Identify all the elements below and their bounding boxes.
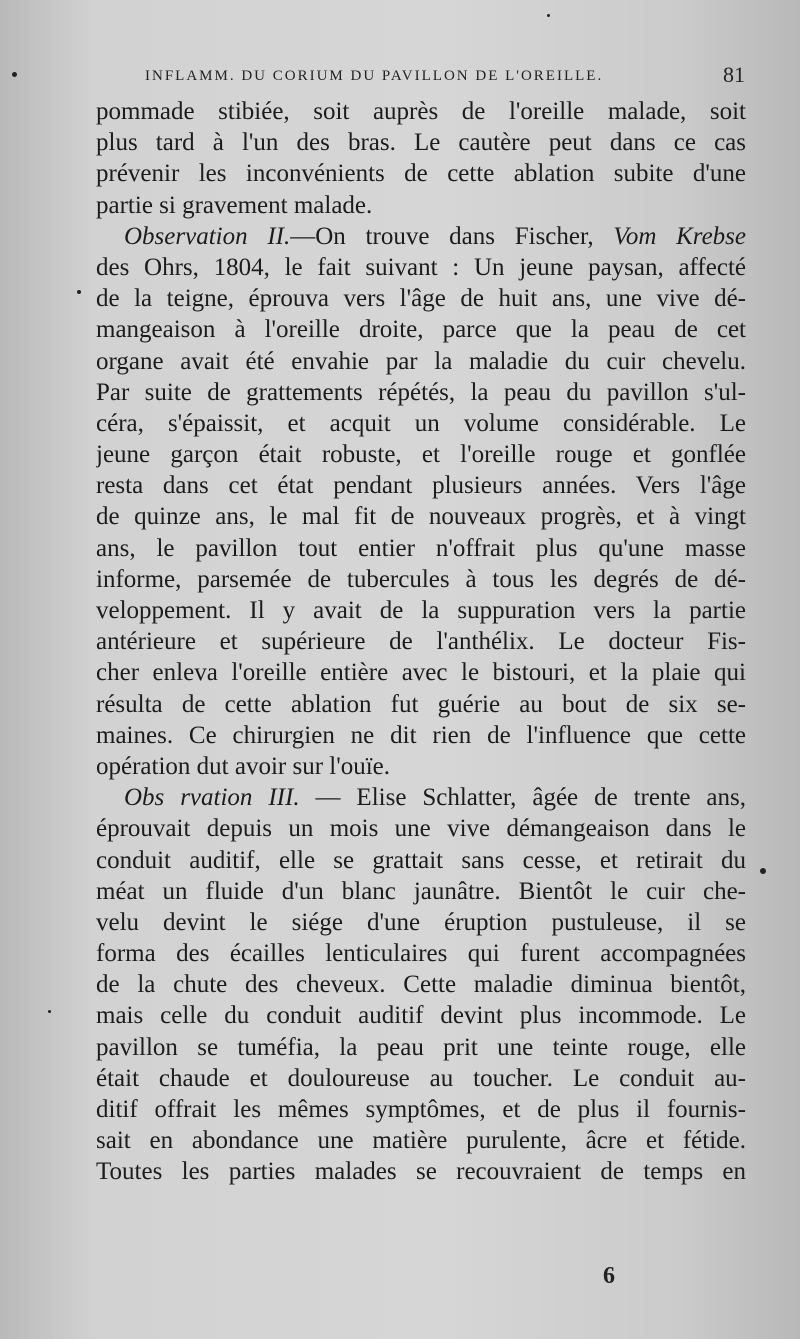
text-line: pavillon se tuméfia, la peau prit une teinte rouge, elle <box>96 1033 746 1061</box>
text-line: maines. Ce chirurgien ne dit rien de l'influence que cette <box>96 721 746 749</box>
body-text <box>96 96 746 1188</box>
observation-2-intro: —On trouve dans Fischer, <box>290 222 614 250</box>
text-line: jeune garçon était robuste, et l'oreille rouge et gonflée <box>96 441 746 469</box>
print-speck <box>12 72 17 77</box>
running-title: INFLAMM. DU CORIUM DU PAVILLON DE L'OREILLE. <box>145 68 604 84</box>
text-line: conduit auditif, elle se grattait sans cesse, et retirait du <box>96 846 746 874</box>
text-line: de quinze ans, le mal fit de nouveaux progrès, et à vingt <box>96 503 746 531</box>
text-line: veloppement. Il y avait de la suppuration vers la partie <box>96 597 746 624</box>
text-line: sait en abondance une matière purulente, âcre et fétide. <box>96 1127 746 1155</box>
text-line: Toutes les parties malades se recouvraient de temps en <box>96 1158 746 1186</box>
print-speck <box>760 868 766 874</box>
text-line: Par suite de grattements répétés, la peau du pavillon s'ul- <box>96 378 746 406</box>
text-line: opération dut avoir sur l'ouïe. <box>96 752 391 780</box>
observation-2-book-title: Vom Krebse <box>613 222 746 250</box>
text-line: resta dans cet état pendant plusieurs années. Vers l'âge <box>96 472 746 500</box>
page-number: 81 <box>723 62 745 87</box>
text-line: cher enleva l'oreille entière avec le bistouri, et la plaie qui <box>96 659 746 687</box>
text-line: mais celle du conduit auditif devint plus incommode. Le <box>96 1002 746 1030</box>
print-speck <box>547 14 550 17</box>
text-line: méat un fluide d'un blanc jaunâtre. Bientôt le cuir che- <box>96 877 746 905</box>
running-header <box>145 62 745 90</box>
text-line: des Ohrs, 1804, le fait suivant : Un jeune paysan, affecté <box>96 253 746 281</box>
text-line: organe avait été envahie par la maladie du cuir chevelu. <box>96 347 746 375</box>
observation-3-intro: — Elise Schlatter, âgée de trente ans, <box>299 784 746 812</box>
text-line: était chaude et douloureuse au toucher. Le conduit au- <box>96 1064 746 1092</box>
print-speck <box>48 1010 51 1013</box>
text-line: de la teigne, éprouva vers l'âge de huit ans, une vive dé- <box>96 285 746 313</box>
text-line: éprouvait depuis un mois une vive démangeaison dans le <box>96 815 746 843</box>
observation-3-heading-line <box>96 782 746 813</box>
text-line: plus tard à l'un des bras. Le cautère peut dans ce cas <box>96 129 746 157</box>
text-line: partie si gravement malade. <box>96 191 373 219</box>
signature-mark: 6 <box>603 1263 615 1289</box>
text-line: céra, s'épaissit, et acquit un volume considérable. Le <box>96 409 746 437</box>
text-line: prévenir les inconvénients de cette ablation subite d'une <box>96 160 746 188</box>
text-line: mangeaison à l'oreille droite, parce que la peau de cet <box>96 316 746 344</box>
text-line: forma des écailles lenticulaires qui furent accompagnées <box>96 940 746 968</box>
print-speck <box>77 290 81 294</box>
text-line: pommade stibiée, soit auprès de l'oreille malade, soit <box>96 98 746 125</box>
text-line: résulta de cette ablation fut guérie au bout de six se- <box>96 690 746 718</box>
observation-2-label: Observation II. <box>124 222 291 250</box>
observation-2-heading-line <box>96 221 746 252</box>
text-line: ditif offrait les mêmes symptômes, et de plus il fournis- <box>96 1096 746 1123</box>
text-line: velu devint le siége d'une éruption pustuleuse, il se <box>96 908 746 936</box>
text-line: informe, parsemée de tubercules à tous les degrés de dé- <box>96 565 746 593</box>
text-line: antérieure et supérieure de l'anthélix. Le docteur Fis- <box>96 628 746 656</box>
text-line: de la chute des cheveux. Cette maladie diminua bientôt, <box>96 971 746 999</box>
observation-3-label: Obs rvation III. <box>124 784 300 812</box>
text-line: ans, le pavillon tout entier n'offrait plus qu'une masse <box>96 534 746 562</box>
